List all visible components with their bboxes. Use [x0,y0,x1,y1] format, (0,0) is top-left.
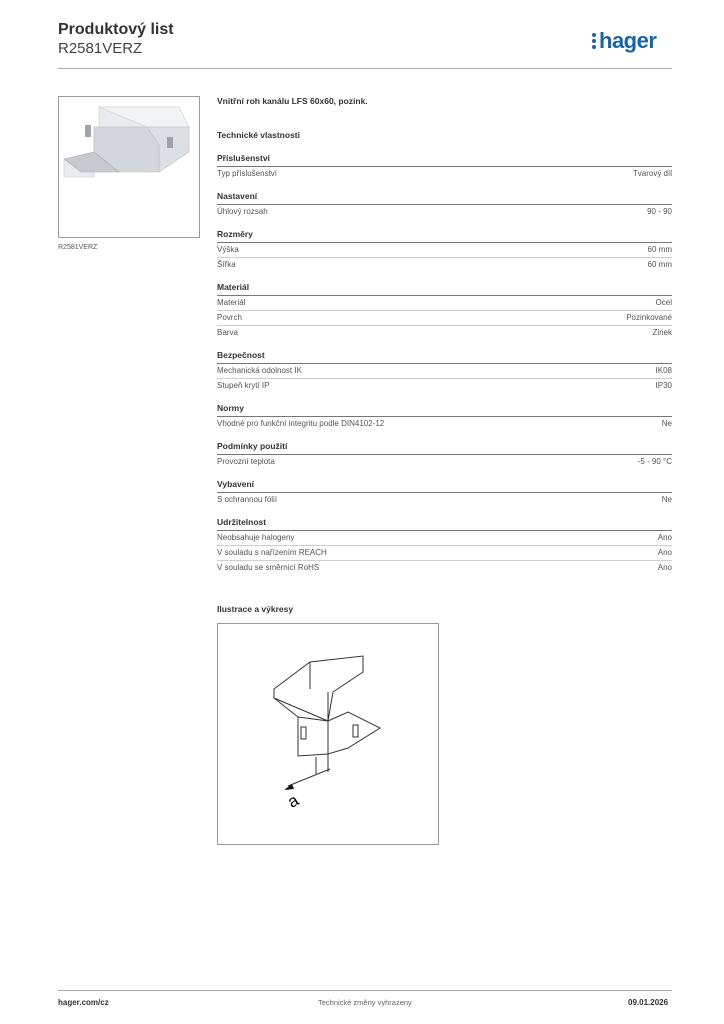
header-divider [58,68,672,69]
spec-value: Ne [661,495,672,504]
spec-label: Úhlový rozsah [217,207,268,216]
spec-label: Výška [217,245,239,254]
spec-group-title: Materiál [217,281,672,296]
product-code: R2581VERZ [58,40,143,57]
page-title: Produktový list [58,21,174,38]
spec-value: Tvarový díl [632,169,672,178]
spec-row [217,455,672,469]
spec-group [217,152,672,181]
logo-dots-icon [592,33,597,49]
spec-group [217,478,672,507]
dimension-label: a [284,790,303,812]
spec-group-title: Nastavení [217,190,672,205]
spec-row [217,258,672,272]
spec-row [217,531,672,546]
hager-logo[interactable] [592,28,656,54]
image-caption: R2581VERZ [58,244,98,251]
spec-group-title: Udržitelnost [217,516,672,531]
spec-label: Provozní teplota [217,457,275,466]
spec-row [217,546,672,561]
spec-value: 90 - 90 [647,207,672,216]
spec-label: S ochrannou fólií [217,495,278,504]
spec-group-title: Podmínky použití [217,440,672,455]
spec-group [217,190,672,219]
product-photo-icon [59,97,199,237]
spec-label: V souladu s nařízením REACH [217,548,327,557]
spec-groups [217,152,672,575]
footer-date: 09.01.2026 [628,998,669,1007]
spec-section [217,96,672,584]
spec-group-title: Bezpečnost [217,349,672,364]
spec-label: Povrch [217,313,242,322]
spec-row [217,364,672,379]
spec-label: Mechanická odolnost IK [217,366,302,375]
spec-value: Ano [657,533,672,542]
spec-value: 60 mm [647,245,672,254]
footer-divider [58,990,672,991]
spec-label: Typ příslušenství [217,169,278,178]
spec-row [217,311,672,326]
product-image [58,96,200,238]
footer-website-link[interactable]: hager.com/cz [58,998,109,1007]
corner-drawing-icon [218,624,438,844]
spec-row [217,205,672,219]
spec-group [217,402,672,431]
spec-value: IP30 [655,381,672,390]
spec-value: -5 - 90 °C [637,457,672,466]
spec-group-title: Vybavení [217,478,672,493]
footer-notice: Technické změny vyhrazeny [318,998,412,1007]
spec-group-title: Normy [217,402,672,417]
spec-label: Neobsahuje halogeny [217,533,295,542]
spec-label: Vhodné pro funkční integritu podle DIN4102-12 [217,419,385,428]
spec-value: Ano [657,563,672,572]
logo-text: hager [599,28,657,53]
tech-heading: Technické vlastnosti [217,130,300,140]
spec-row [217,417,672,431]
spec-row [217,296,672,311]
spec-value: Zinek [652,328,672,337]
spec-row [217,326,672,340]
spec-value: Ne [661,419,672,428]
illustration-heading: Ilustrace a výkresy [217,604,294,614]
technical-drawing [217,623,439,845]
spec-group [217,281,672,340]
spec-group [217,349,672,393]
spec-label: Stupeň krytí IP [217,381,270,390]
spec-group-title: Rozměry [217,228,672,243]
spec-value: Ano [657,548,672,557]
spec-group [217,228,672,272]
spec-row [217,167,672,181]
spec-group [217,516,672,575]
spec-label: Šířka [217,260,236,269]
spec-label: Materiál [217,298,246,307]
spec-label: Barva [217,328,238,337]
spec-group [217,440,672,469]
spec-row [217,493,672,507]
spec-label: V souladu se směrnicí RoHS [217,563,320,572]
spec-row [217,561,672,575]
spec-row [217,379,672,393]
spec-value: 60 mm [647,260,672,269]
product-description: Vnitřní roh kanálu LFS 60x60, pozink. [217,96,368,106]
spec-value: Pozinkované [626,313,672,322]
spec-value: IK08 [655,366,672,375]
spec-row [217,243,672,258]
spec-group-title: Příslušenství [217,152,672,167]
spec-value: Ocel [655,298,672,307]
